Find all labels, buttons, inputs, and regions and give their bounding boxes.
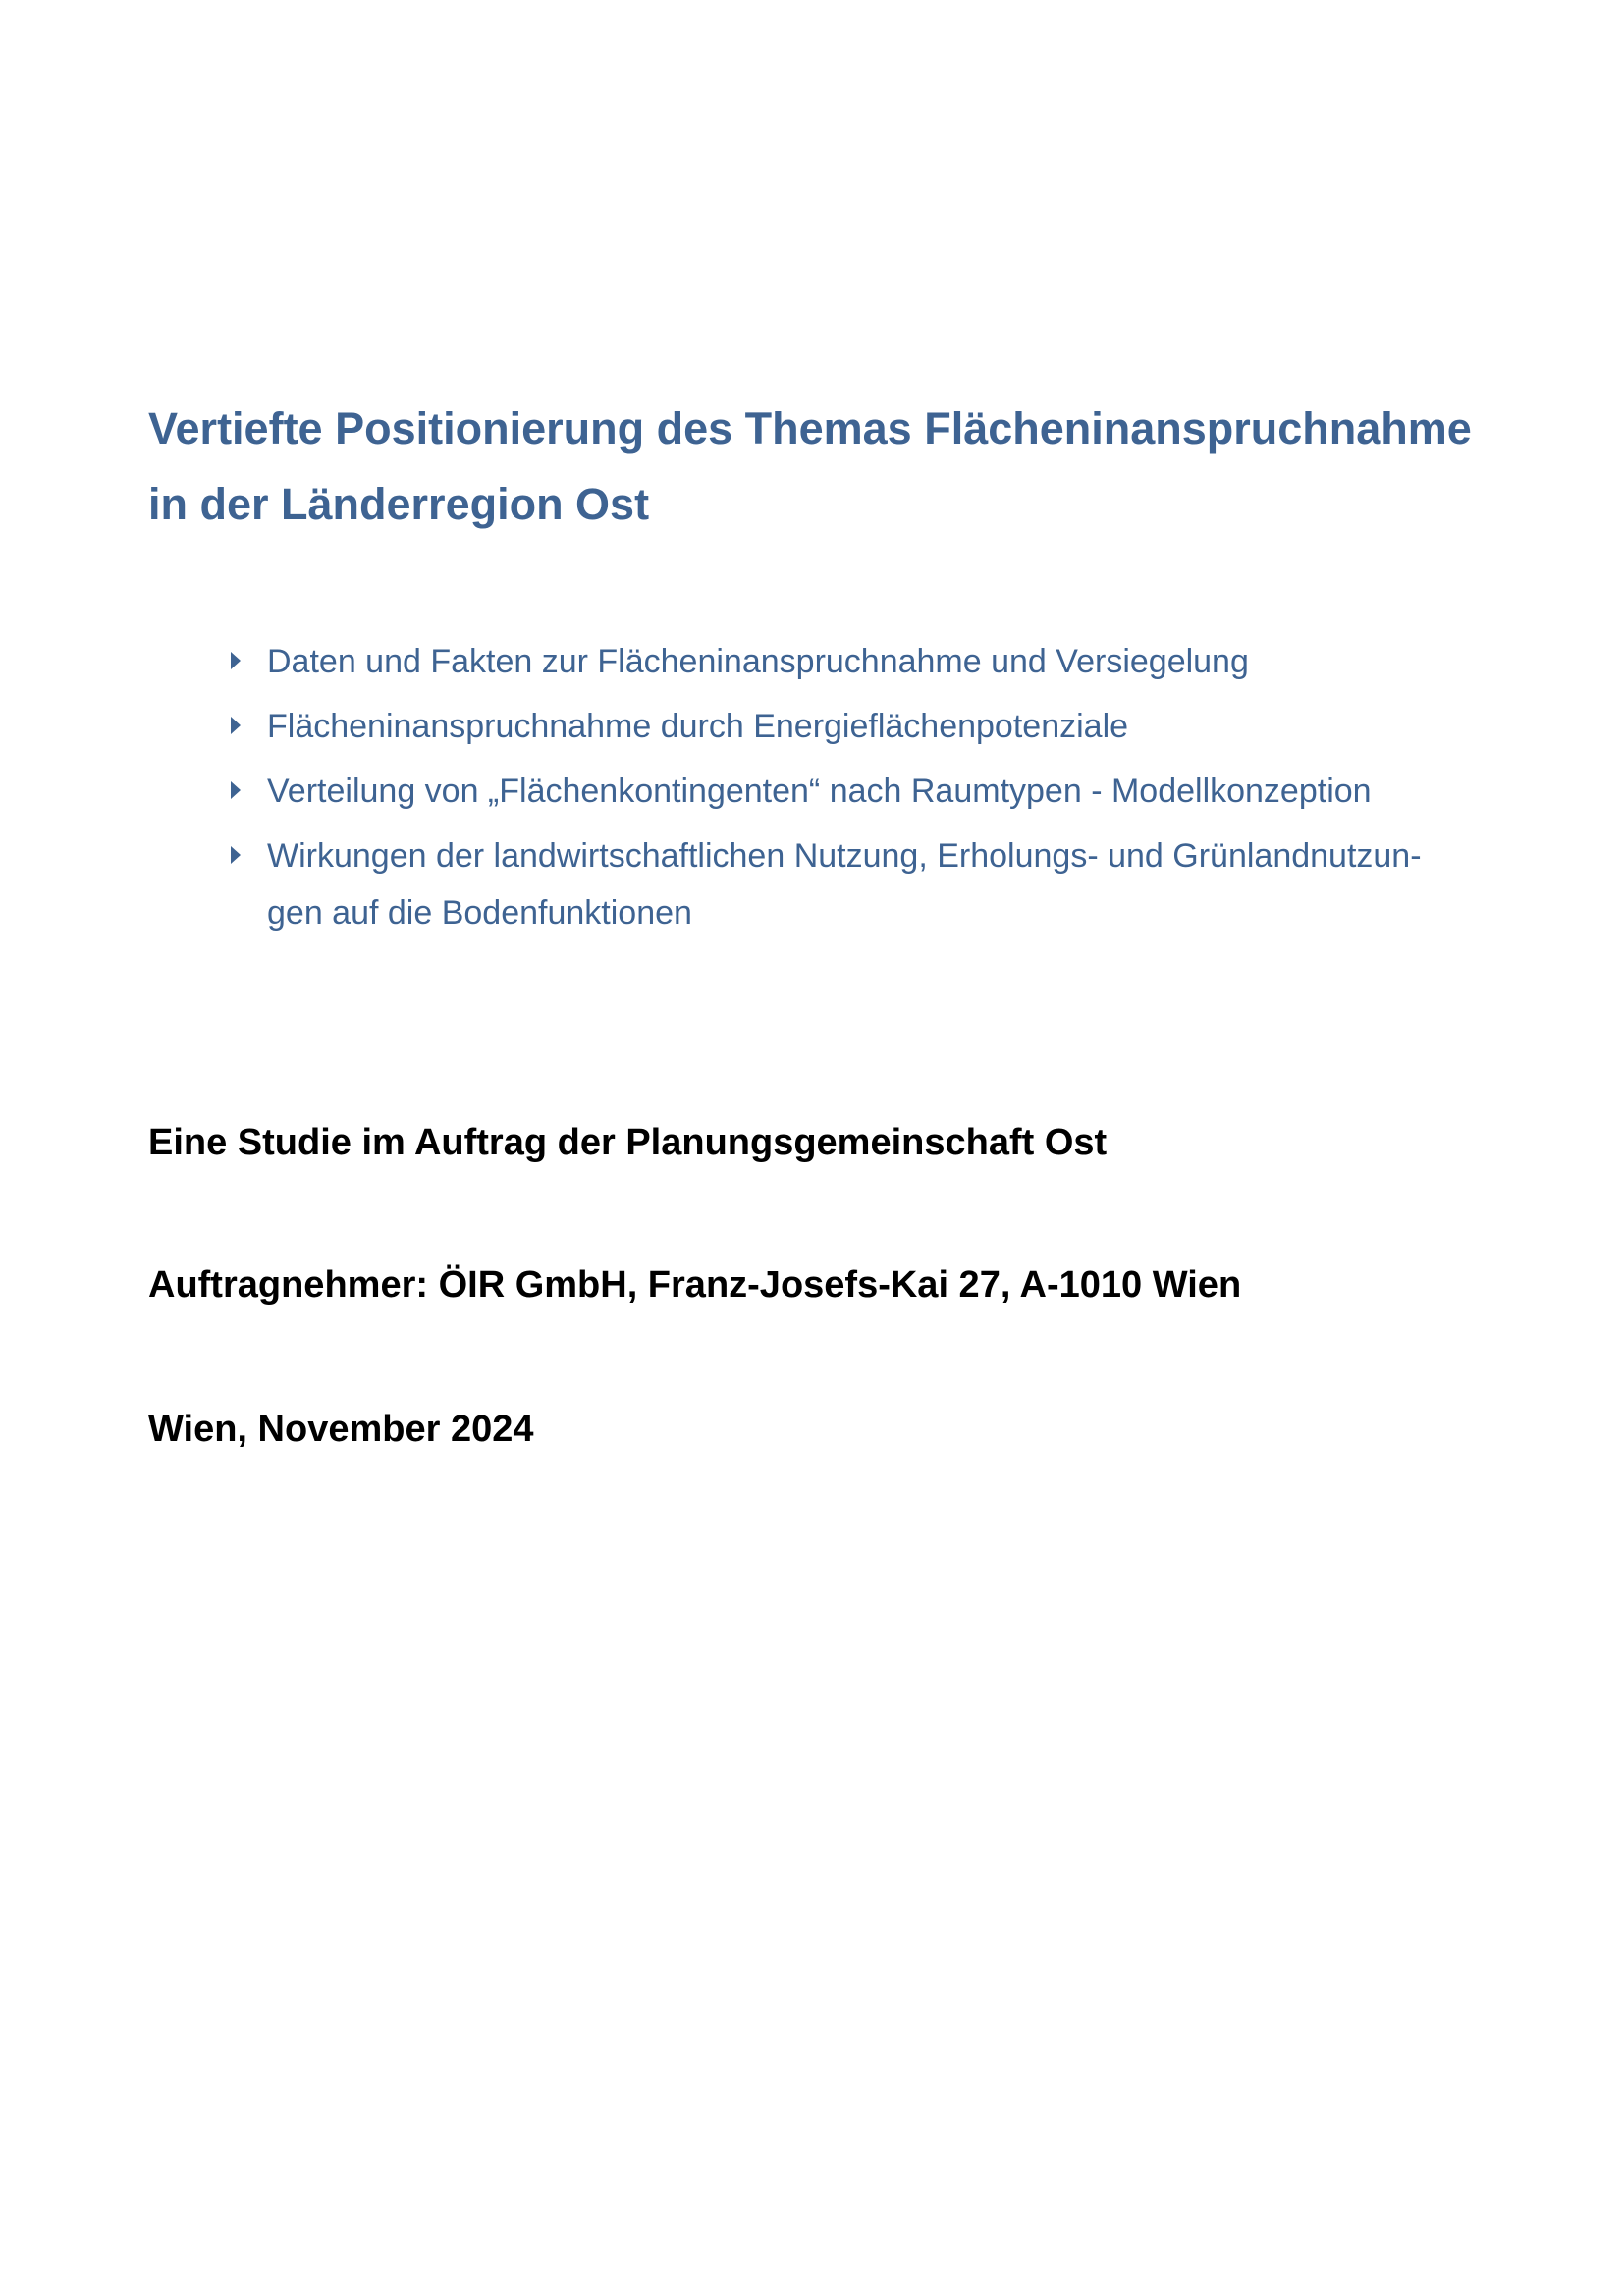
triangle-right-icon — [231, 652, 241, 669]
topic-text: Verteilung von „Flächenkontingenten“ nach Raumtypen - Modellkonzeption — [267, 773, 1372, 810]
topic-item-daten — [228, 633, 1455, 690]
date-line: Wien, November 2024 — [148, 1409, 534, 1450]
topic-text-line-1: Wirkungen der landwirtschaftlichen Nutzung, Erholungs- und Grünlandnutzun- — [267, 837, 1422, 875]
topic-list — [228, 633, 1455, 949]
topic-item-wirkungen — [228, 828, 1455, 941]
triangle-right-icon — [231, 717, 241, 734]
contractor-line: Auftragnehmer: ÖIR GmbH, Franz-Josefs-Kai 27, A-1010 Wien — [148, 1264, 1242, 1306]
triangle-right-icon — [231, 781, 241, 799]
topic-item-verteilung — [228, 763, 1455, 820]
topic-text-line-2: gen auf die Bodenfunktionen — [267, 894, 692, 932]
client-line: Eine Studie im Auftrag der Planungsgemeinschaft Ost — [148, 1122, 1108, 1163]
title-line-2: in der Länderregion Ost — [148, 479, 650, 529]
topic-text: Daten und Fakten zur Flächeninanspruchnahme und Versiegelung — [267, 643, 1249, 680]
topic-text: Flächeninanspruchnahme durch Energieflächenpotenziale — [267, 708, 1129, 745]
topic-item-energie — [228, 698, 1455, 755]
document-title — [148, 391, 1523, 542]
triangle-right-icon — [231, 846, 241, 864]
title-line-1: Vertiefte Positionierung des Themas Flächeninanspruchnahme — [148, 403, 1472, 454]
